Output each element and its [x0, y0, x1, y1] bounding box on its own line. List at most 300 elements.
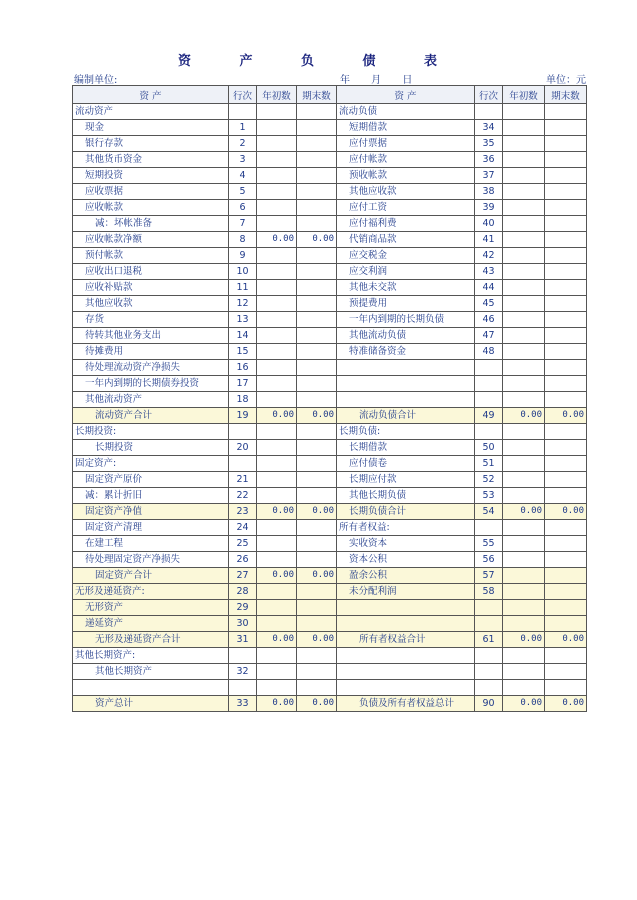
table-row: [73, 600, 587, 616]
right-item-name: 特准储备资金: [337, 344, 475, 360]
left-end-value: [297, 104, 337, 120]
left-end-value: [297, 392, 337, 408]
left-line-no: 31: [229, 632, 257, 648]
left-line-no: 10: [229, 264, 257, 280]
left-line-no: 24: [229, 520, 257, 536]
right-item-name: 所有者权益合计: [337, 632, 475, 648]
left-item-name: 待转其他业务支出: [73, 328, 229, 344]
right-begin-value: [503, 184, 545, 200]
right-end-value: [545, 296, 587, 312]
left-end-value: [297, 472, 337, 488]
right-line-no: [475, 376, 503, 392]
right-line-no: 58: [475, 584, 503, 600]
right-end-value: [545, 312, 587, 328]
header-begin-right: 年初数: [503, 86, 545, 104]
right-end-value: [545, 520, 587, 536]
right-item-name: 应付票据: [337, 136, 475, 152]
left-end-value: [297, 248, 337, 264]
left-line-no: 33: [229, 696, 257, 712]
left-line-no: 1: [229, 120, 257, 136]
left-begin-value: [257, 200, 297, 216]
left-begin-value: [257, 136, 297, 152]
right-item-name: 代销商品款: [337, 232, 475, 248]
right-end-value: [545, 680, 587, 696]
header-assets: 资 产: [73, 86, 229, 104]
right-begin-value: [503, 392, 545, 408]
table-row: [73, 392, 587, 408]
left-item-name: 应收补贴款: [73, 280, 229, 296]
left-line-no: 19: [229, 408, 257, 424]
right-begin-value: [503, 344, 545, 360]
left-line-no: 22: [229, 488, 257, 504]
left-end-value: [297, 600, 337, 616]
left-begin-value: [257, 328, 297, 344]
right-end-value: [545, 152, 587, 168]
right-begin-value: [503, 200, 545, 216]
right-begin-value: [503, 600, 545, 616]
left-item-name: 其他应收款: [73, 296, 229, 312]
left-end-value: [297, 552, 337, 568]
left-line-no: 32: [229, 664, 257, 680]
left-line-no: 5: [229, 184, 257, 200]
left-begin-value: [257, 536, 297, 552]
right-begin-value: [503, 648, 545, 664]
right-line-no: [475, 392, 503, 408]
right-end-value: [545, 104, 587, 120]
right-item-name: [337, 616, 475, 632]
left-item-name: 资产总计: [73, 696, 229, 712]
left-end-value: [297, 648, 337, 664]
left-item-name: 其他货币资金: [73, 152, 229, 168]
right-line-no: 47: [475, 328, 503, 344]
right-line-no: [475, 648, 503, 664]
left-end-value: [297, 616, 337, 632]
right-begin-value: [503, 152, 545, 168]
left-end-value: [297, 424, 337, 440]
right-item-name: [337, 376, 475, 392]
right-begin-value: [503, 664, 545, 680]
left-begin-value: 0.00: [257, 632, 297, 648]
right-end-value: [545, 136, 587, 152]
left-end-value: [297, 280, 337, 296]
left-end-value: 0.00: [297, 504, 337, 520]
right-end-value: [545, 200, 587, 216]
left-item-name: 应收票据: [73, 184, 229, 200]
table-row: [73, 456, 587, 472]
table-row: [73, 440, 587, 456]
right-begin-value: [503, 616, 545, 632]
right-end-value: [545, 584, 587, 600]
right-end-value: [545, 456, 587, 472]
left-line-no: 6: [229, 200, 257, 216]
left-line-no: 8: [229, 232, 257, 248]
left-end-value: [297, 664, 337, 680]
left-begin-value: [257, 648, 297, 664]
table-row: [73, 632, 587, 648]
right-begin-value: [503, 328, 545, 344]
right-item-name: 盈余公积: [337, 568, 475, 584]
right-item-name: 流动负债: [337, 104, 475, 120]
unit-label: 单位：元: [546, 75, 586, 86]
left-line-no: 14: [229, 328, 257, 344]
right-begin-value: [503, 168, 545, 184]
left-line-no: 27: [229, 568, 257, 584]
left-begin-value: [257, 440, 297, 456]
right-end-value: [545, 568, 587, 584]
right-begin-value: [503, 120, 545, 136]
left-line-no: 9: [229, 248, 257, 264]
header-begin: 年初数: [257, 86, 297, 104]
right-begin-value: [503, 296, 545, 312]
left-item-name: 流动资产: [73, 104, 229, 120]
left-end-value: [297, 200, 337, 216]
right-line-no: 57: [475, 568, 503, 584]
right-line-no: 44: [475, 280, 503, 296]
right-item-name: 预收帐款: [337, 168, 475, 184]
right-line-no: 40: [475, 216, 503, 232]
right-line-no: [475, 520, 503, 536]
left-line-no: [229, 104, 257, 120]
right-item-name: 应付帐款: [337, 152, 475, 168]
right-line-no: 61: [475, 632, 503, 648]
left-item-name: 现金: [73, 120, 229, 136]
left-item-name: [73, 680, 229, 696]
left-item-name: 无形资产: [73, 600, 229, 616]
left-end-value: [297, 136, 337, 152]
left-begin-value: 0.00: [257, 568, 297, 584]
right-begin-value: [503, 552, 545, 568]
table-row: [73, 280, 587, 296]
right-begin-value: [503, 456, 545, 472]
right-item-name: 实收资本: [337, 536, 475, 552]
right-item-name: 其他流动负债: [337, 328, 475, 344]
right-begin-value: [503, 360, 545, 376]
left-end-value: 0.00: [297, 232, 337, 248]
left-line-no: 25: [229, 536, 257, 552]
table-row: [73, 312, 587, 328]
left-begin-value: [257, 680, 297, 696]
left-end-value: [297, 296, 337, 312]
right-item-name: 资本公积: [337, 552, 475, 568]
right-end-value: [545, 392, 587, 408]
left-item-name: 长期投资: [73, 440, 229, 456]
right-line-no: 56: [475, 552, 503, 568]
right-begin-value: [503, 520, 545, 536]
left-begin-value: [257, 104, 297, 120]
left-end-value: [297, 264, 337, 280]
left-item-name: 其他长期资产: [73, 664, 229, 680]
right-line-no: 37: [475, 168, 503, 184]
right-end-value: [545, 488, 587, 504]
table-row: [73, 152, 587, 168]
right-begin-value: [503, 472, 545, 488]
right-item-name: 长期负债:: [337, 424, 475, 440]
table-row: [73, 136, 587, 152]
table-row: [73, 232, 587, 248]
right-begin-value: [503, 248, 545, 264]
right-item-name: 预提费用: [337, 296, 475, 312]
left-line-no: 17: [229, 376, 257, 392]
right-line-no: 39: [475, 200, 503, 216]
left-item-name: 应收出口退税: [73, 264, 229, 280]
right-line-no: [475, 664, 503, 680]
right-item-name: 长期负债合计: [337, 504, 475, 520]
left-begin-value: [257, 488, 297, 504]
right-end-value: 0.00: [545, 408, 587, 424]
right-begin-value: [503, 216, 545, 232]
right-begin-value: [503, 440, 545, 456]
table-row: [73, 248, 587, 264]
right-line-no: [475, 680, 503, 696]
left-end-value: [297, 488, 337, 504]
right-item-name: 所有者权益:: [337, 520, 475, 536]
left-begin-value: [257, 584, 297, 600]
table-row: [73, 552, 587, 568]
right-end-value: [545, 328, 587, 344]
left-end-value: [297, 456, 337, 472]
table-row: [73, 200, 587, 216]
table-row: [73, 488, 587, 504]
table-row: [73, 664, 587, 680]
right-begin-value: [503, 232, 545, 248]
right-begin-value: [503, 536, 545, 552]
right-item-name: 未分配利润: [337, 584, 475, 600]
left-item-name: 固定资产净值: [73, 504, 229, 520]
left-item-name: 减：坏帐准备: [73, 216, 229, 232]
left-begin-value: [257, 424, 297, 440]
left-line-no: 12: [229, 296, 257, 312]
right-item-name: 其他长期负债: [337, 488, 475, 504]
right-end-value: [545, 344, 587, 360]
left-line-no: 23: [229, 504, 257, 520]
right-line-no: 49: [475, 408, 503, 424]
left-end-value: 0.00: [297, 632, 337, 648]
left-begin-value: [257, 168, 297, 184]
left-item-name: 递延资产: [73, 616, 229, 632]
left-begin-value: [257, 152, 297, 168]
table-row: [73, 104, 587, 120]
left-item-name: 应收帐款净额: [73, 232, 229, 248]
right-begin-value: 0.00: [503, 632, 545, 648]
table-row: [73, 520, 587, 536]
right-line-no: [475, 616, 503, 632]
table-row: [73, 264, 587, 280]
right-end-value: 0.00: [545, 632, 587, 648]
right-begin-value: [503, 136, 545, 152]
left-item-name: 其他长期资产:: [73, 648, 229, 664]
right-line-no: 50: [475, 440, 503, 456]
right-item-name: 其他应收款: [337, 184, 475, 200]
left-begin-value: [257, 392, 297, 408]
left-item-name: 固定资产合计: [73, 568, 229, 584]
left-line-no: [229, 456, 257, 472]
left-begin-value: [257, 456, 297, 472]
right-begin-value: 0.00: [503, 504, 545, 520]
right-begin-value: 0.00: [503, 408, 545, 424]
right-item-name: 负债及所有者权益总计: [337, 696, 475, 712]
right-end-value: [545, 616, 587, 632]
right-item-name: 流动负债合计: [337, 408, 475, 424]
right-item-name: 其他未交款: [337, 280, 475, 296]
left-begin-value: [257, 376, 297, 392]
table-row: [73, 568, 587, 584]
right-item-name: [337, 648, 475, 664]
right-line-no: 41: [475, 232, 503, 248]
date-label: 年 月 日: [340, 75, 413, 86]
left-begin-value: 0.00: [257, 696, 297, 712]
right-item-name: 长期借款: [337, 440, 475, 456]
right-end-value: [545, 264, 587, 280]
report-meta: [74, 71, 586, 85]
right-line-no: 53: [475, 488, 503, 504]
left-line-no: 11: [229, 280, 257, 296]
left-end-value: [297, 440, 337, 456]
left-line-no: [229, 648, 257, 664]
right-begin-value: [503, 312, 545, 328]
right-end-value: [545, 600, 587, 616]
table-row: [73, 296, 587, 312]
right-begin-value: [503, 424, 545, 440]
left-item-name: 银行存款: [73, 136, 229, 152]
right-item-name: [337, 664, 475, 680]
right-end-value: [545, 376, 587, 392]
left-item-name: 无形及递延资产合计: [73, 632, 229, 648]
right-end-value: [545, 536, 587, 552]
left-item-name: 待处理流动资产净损失: [73, 360, 229, 376]
left-line-no: 26: [229, 552, 257, 568]
right-item-name: 一年内到期的长期负债: [337, 312, 475, 328]
right-line-no: 51: [475, 456, 503, 472]
right-item-name: [337, 360, 475, 376]
table-row: [73, 584, 587, 600]
left-end-value: [297, 216, 337, 232]
left-begin-value: [257, 344, 297, 360]
right-item-name: 短期借款: [337, 120, 475, 136]
right-begin-value: [503, 568, 545, 584]
right-end-value: [545, 648, 587, 664]
table-row: [73, 616, 587, 632]
left-begin-value: 0.00: [257, 504, 297, 520]
right-end-value: [545, 232, 587, 248]
left-line-no: 16: [229, 360, 257, 376]
right-item-name: 应交税金: [337, 248, 475, 264]
left-begin-value: [257, 120, 297, 136]
right-end-value: [545, 120, 587, 136]
right-item-name: [337, 392, 475, 408]
table-row: [73, 344, 587, 360]
left-end-value: [297, 536, 337, 552]
header-line: 行次: [229, 86, 257, 104]
left-line-no: 20: [229, 440, 257, 456]
right-end-value: [545, 440, 587, 456]
left-end-value: 0.00: [297, 568, 337, 584]
left-item-name: 存货: [73, 312, 229, 328]
right-line-no: [475, 104, 503, 120]
header-end-right: 期末数: [545, 86, 587, 104]
left-end-value: [297, 680, 337, 696]
left-begin-value: 0.00: [257, 232, 297, 248]
right-line-no: 54: [475, 504, 503, 520]
left-item-name: 短期投资: [73, 168, 229, 184]
table-row: [73, 184, 587, 200]
left-line-no: 28: [229, 584, 257, 600]
left-end-value: [297, 184, 337, 200]
right-end-value: [545, 472, 587, 488]
right-end-value: [545, 360, 587, 376]
right-end-value: [545, 168, 587, 184]
right-line-no: 42: [475, 248, 503, 264]
left-line-no: 30: [229, 616, 257, 632]
table-row: [73, 360, 587, 376]
right-begin-value: 0.00: [503, 696, 545, 712]
left-item-name: 无形及递延资产:: [73, 584, 229, 600]
left-begin-value: [257, 600, 297, 616]
right-end-value: 0.00: [545, 504, 587, 520]
right-line-no: 38: [475, 184, 503, 200]
left-line-no: 21: [229, 472, 257, 488]
left-begin-value: 0.00: [257, 408, 297, 424]
left-item-name: 待摊费用: [73, 344, 229, 360]
table-row: [73, 376, 587, 392]
left-item-name: 流动资产合计: [73, 408, 229, 424]
left-end-value: [297, 328, 337, 344]
left-item-name: 减：累计折旧: [73, 488, 229, 504]
right-begin-value: [503, 584, 545, 600]
right-line-no: 48: [475, 344, 503, 360]
left-end-value: [297, 312, 337, 328]
right-line-no: 55: [475, 536, 503, 552]
right-item-name: [337, 600, 475, 616]
left-item-name: 一年内到期的长期债券投资: [73, 376, 229, 392]
balance-sheet-table: [72, 85, 587, 712]
table-row: [73, 120, 587, 136]
left-end-value: 0.00: [297, 408, 337, 424]
left-end-value: [297, 152, 337, 168]
right-line-no: 90: [475, 696, 503, 712]
table-row: [73, 680, 587, 696]
left-item-name: 长期投资:: [73, 424, 229, 440]
table-row: [73, 328, 587, 344]
left-item-name: 预付帐款: [73, 248, 229, 264]
right-end-value: [545, 664, 587, 680]
left-end-value: [297, 584, 337, 600]
right-end-value: [545, 424, 587, 440]
right-begin-value: [503, 376, 545, 392]
right-begin-value: [503, 104, 545, 120]
right-item-name: 应付工资: [337, 200, 475, 216]
left-item-name: 固定资产原价: [73, 472, 229, 488]
table-row: [73, 504, 587, 520]
table-row: [73, 648, 587, 664]
left-begin-value: [257, 248, 297, 264]
left-item-name: 在建工程: [73, 536, 229, 552]
left-item-name: 待处理固定资产净损失: [73, 552, 229, 568]
left-line-no: 15: [229, 344, 257, 360]
right-line-no: 52: [475, 472, 503, 488]
left-end-value: 0.00: [297, 696, 337, 712]
left-item-name: 固定资产清理: [73, 520, 229, 536]
left-line-no: 3: [229, 152, 257, 168]
right-end-value: [545, 248, 587, 264]
table-row: [73, 472, 587, 488]
compiler-label: 编制单位:: [74, 75, 118, 86]
left-begin-value: [257, 296, 297, 312]
right-begin-value: [503, 264, 545, 280]
left-line-no: 7: [229, 216, 257, 232]
right-line-no: [475, 424, 503, 440]
table-row: [73, 168, 587, 184]
left-line-no: 13: [229, 312, 257, 328]
